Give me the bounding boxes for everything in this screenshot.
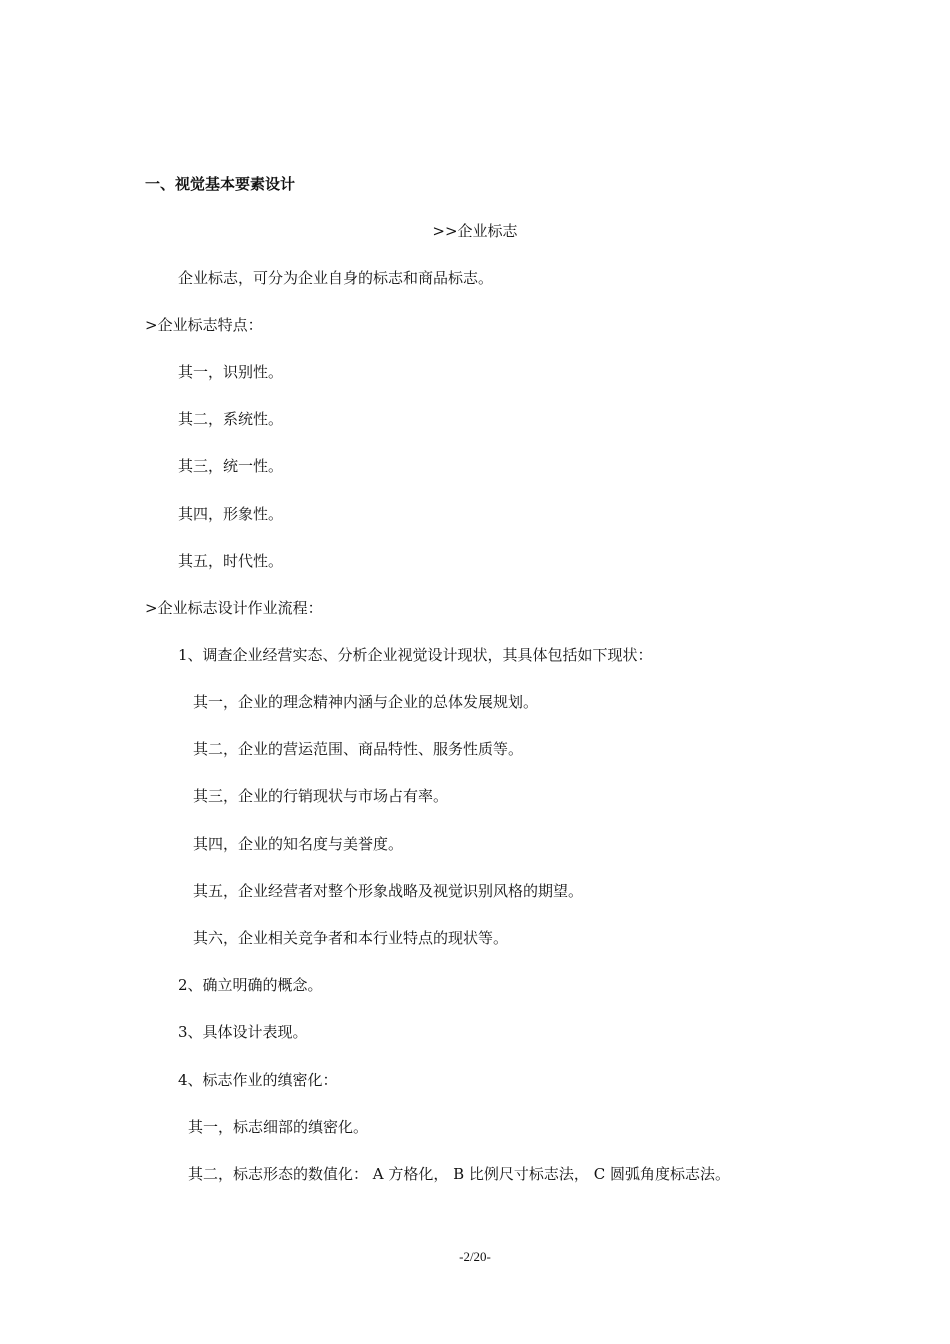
process-step-4: 4、标志作业的缜密化：	[178, 1071, 338, 1089]
page-number: -2/20-	[459, 1249, 491, 1264]
step1-item: 其四，企业的知名度与美誉度。	[193, 835, 404, 853]
step4-item: 其二，标志形态的数值化： A 方格化， B 比例尺寸标志法， C 圆弧角度标志法。	[188, 1165, 730, 1183]
step1-item: 其二，企业的营运范围、商品特性、服务性质等。	[193, 740, 524, 758]
feature-item: 其一，识别性。	[178, 363, 284, 381]
section-title: 一、视觉基本要素设计	[145, 175, 296, 193]
intro-paragraph: 企业标志，可分为企业自身的标志和商品标志。	[178, 269, 494, 287]
step1-item: 其五，企业经营者对整个形象战略及视觉识别风格的期望。	[193, 882, 584, 900]
features-heading: >企业标志特点：	[145, 316, 263, 334]
step1-item: 其一，企业的理念精神内涵与企业的总体发展规划。	[193, 693, 539, 711]
process-heading: >企业标志设计作业流程：	[145, 599, 323, 617]
step4-item: 其一，标志细部的缜密化。	[188, 1118, 369, 1136]
feature-item: 其三，统一性。	[178, 457, 284, 475]
process-step-3: 3、具体设计表现。	[178, 1023, 308, 1041]
process-step-1: 1、调查企业经营实态、分析企业视觉设计现状，其具体包括如下现状：	[178, 646, 653, 664]
step1-item: 其六，企业相关竞争者和本行业特点的现状等。	[193, 929, 509, 947]
feature-item: 其五，时代性。	[178, 552, 284, 570]
feature-item: 其四，形象性。	[178, 505, 284, 523]
process-step-2: 2、确立明确的概念。	[178, 976, 323, 994]
step1-item: 其三，企业的行销现状与市场占有率。	[193, 787, 449, 805]
feature-item: 其二，系统性。	[178, 410, 284, 428]
subtitle: >>企业标志	[432, 222, 518, 240]
